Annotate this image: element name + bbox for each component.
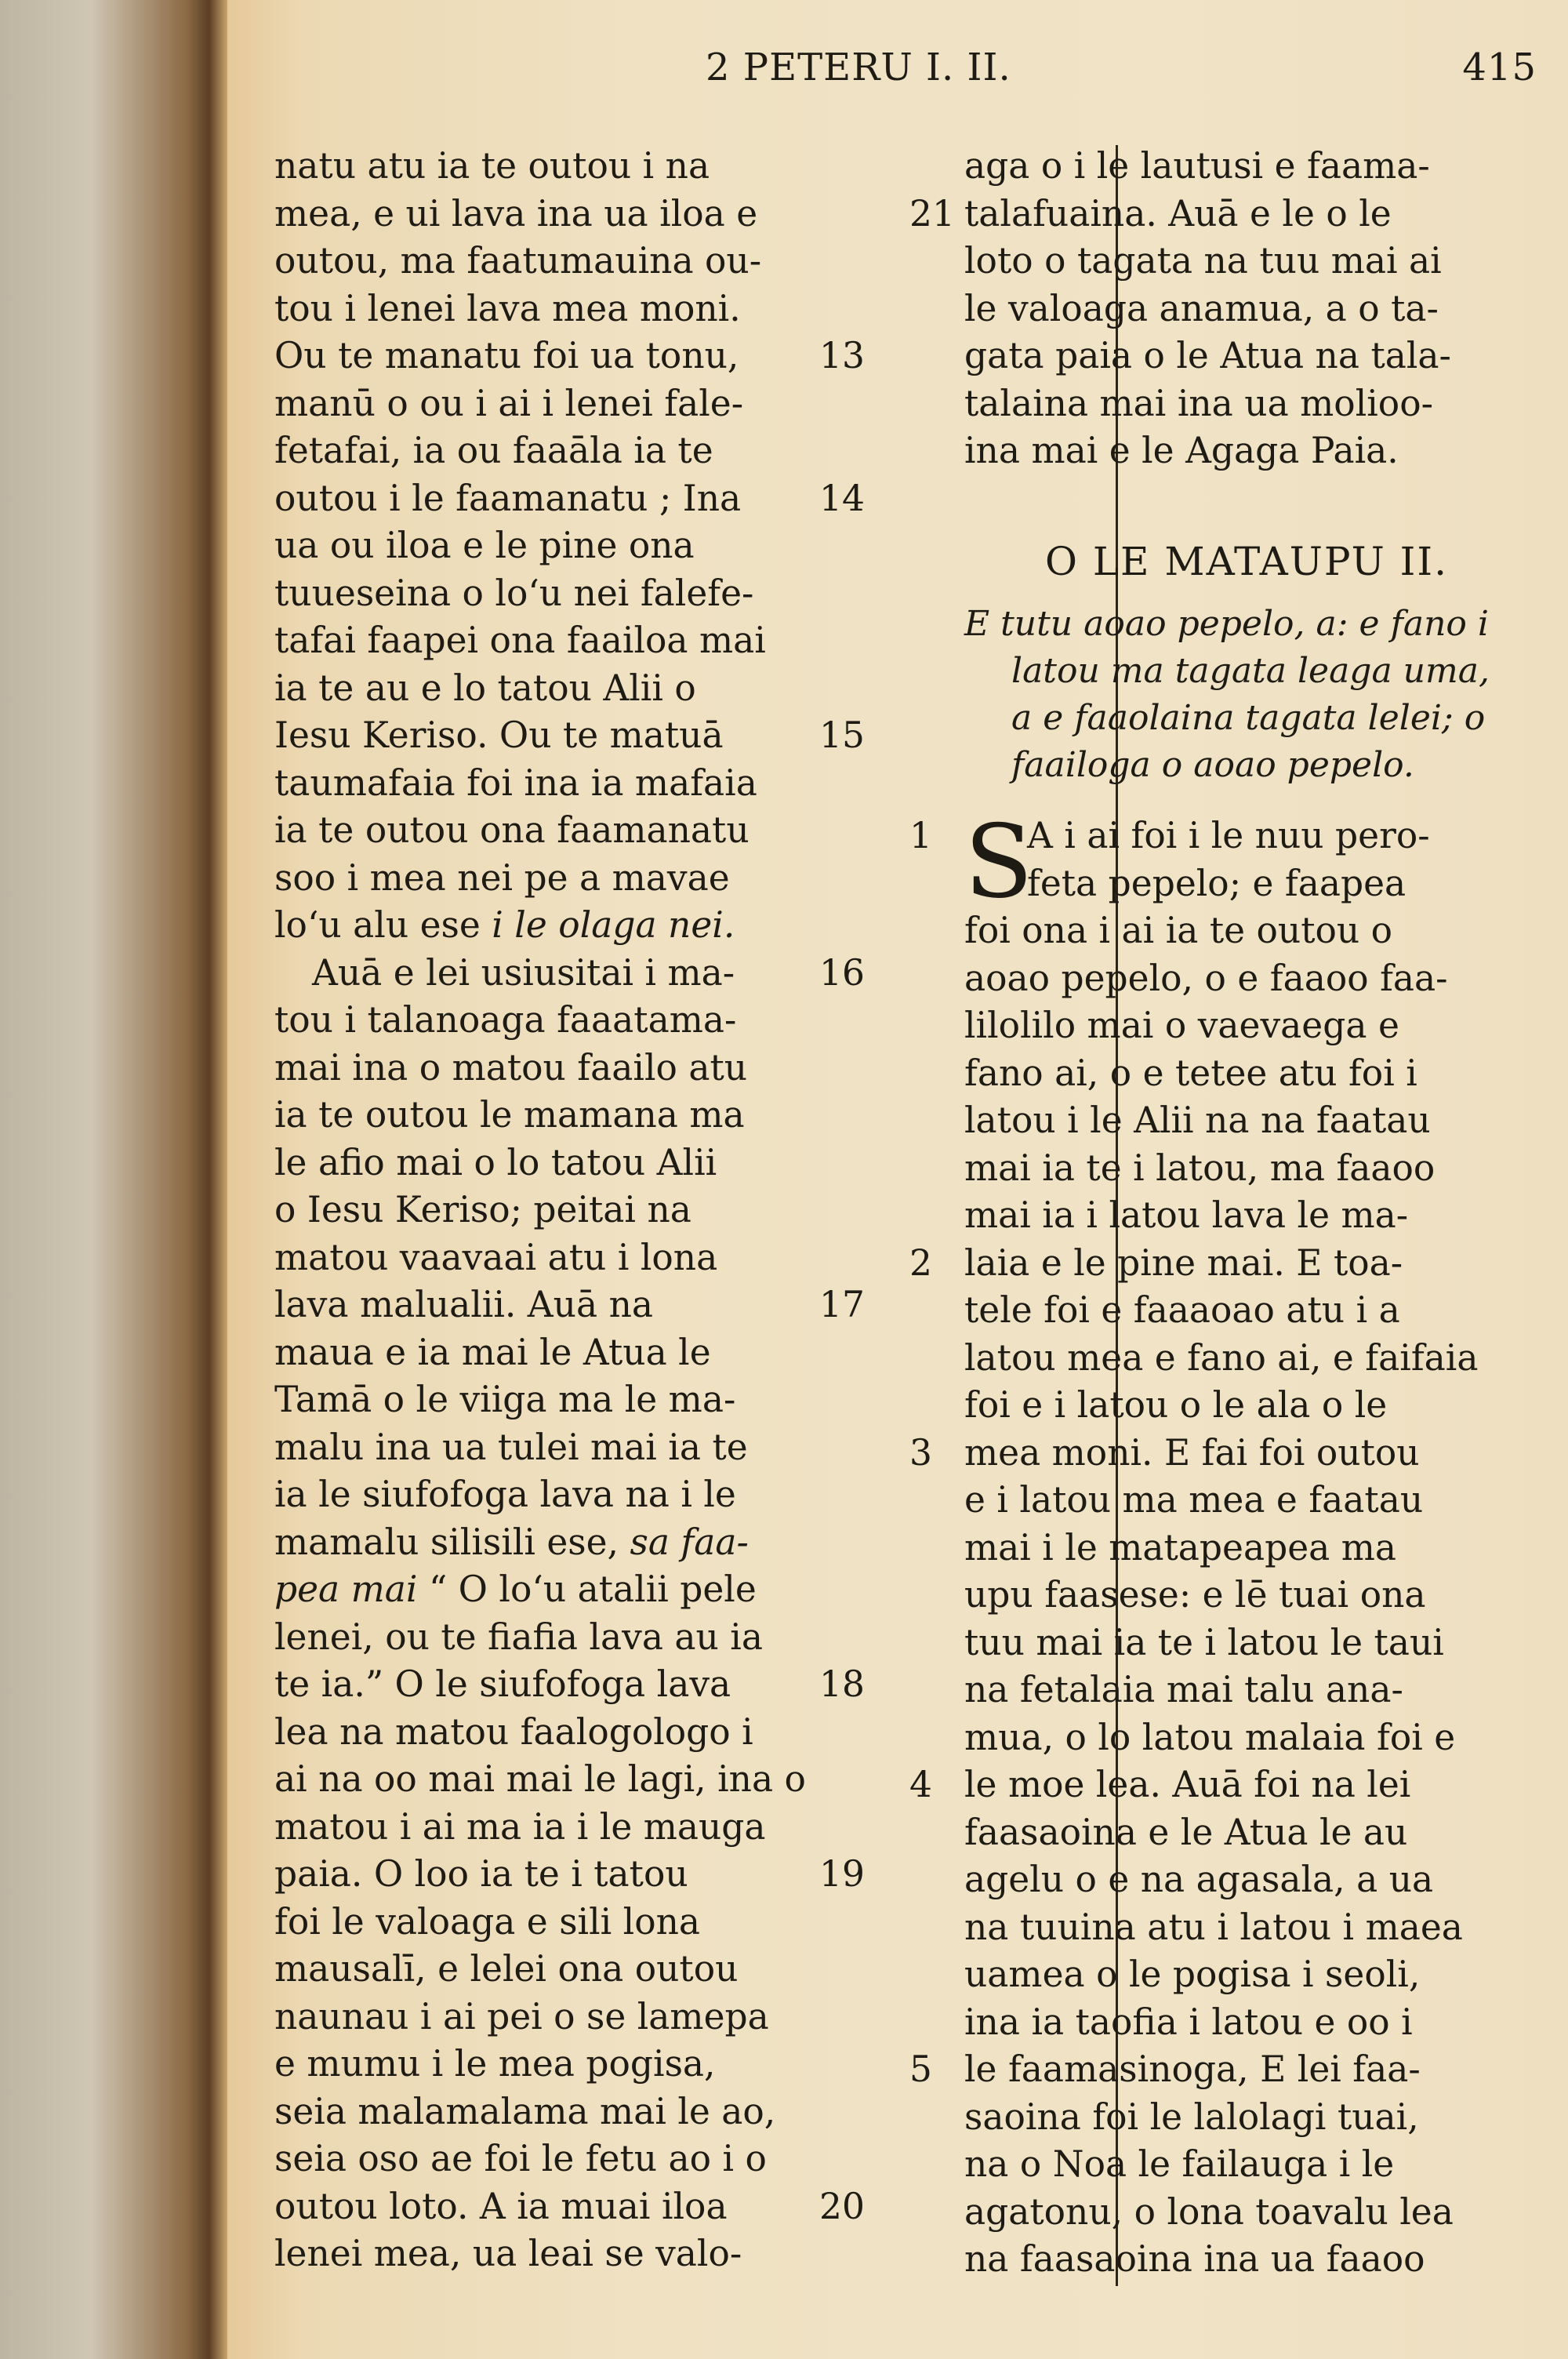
text-line bbox=[964, 1002, 1529, 1050]
verse-number: 1 bbox=[909, 815, 932, 856]
text-line bbox=[274, 1709, 855, 1757]
line-text: ia te outou ona faamanatu bbox=[274, 809, 750, 851]
line-text: lea na matou faalogologo i bbox=[274, 1710, 753, 1753]
line-text: feta pepelo; e faapea bbox=[1027, 862, 1406, 904]
line-text: ia te outou le mamana ma bbox=[274, 1094, 745, 1136]
line-text: uamea o le pogisa i seoli, bbox=[964, 1954, 1421, 1995]
line-text: outou loto. A ia muai iloa bbox=[274, 2185, 728, 2227]
text-line bbox=[964, 238, 1529, 285]
drop-cap: S bbox=[964, 804, 1033, 921]
line-text: latou mea e fano ai, e faifaia bbox=[964, 1336, 1479, 1379]
summary-line: latou ma tagata leaga uma, bbox=[1011, 651, 1490, 691]
line-text: manū o ou i ai i lenei fale- bbox=[274, 382, 744, 424]
text-line bbox=[274, 2183, 865, 2231]
line-text: ina mai e le Agaga Paia. bbox=[964, 430, 1399, 471]
line-text: aga o i le lautusi e faama- bbox=[964, 145, 1430, 187]
line-text: talafuaina. Auā e le o le bbox=[964, 192, 1392, 234]
line-text: mamalu silisili ese, bbox=[274, 1521, 619, 1563]
line-text: tou i talanoaga faaatama- bbox=[274, 999, 737, 1041]
text-line bbox=[274, 1851, 865, 1899]
line-text: lava malualii. Auā na bbox=[274, 1284, 653, 1325]
text-line bbox=[274, 1946, 855, 1994]
line-text: tele foi e faaaoao atu i a bbox=[964, 1289, 1400, 1331]
text-line bbox=[274, 2041, 855, 2088]
text-line bbox=[274, 427, 855, 475]
text-line bbox=[964, 1192, 1529, 1240]
line-text: e i latou ma mea e faatau bbox=[964, 1479, 1424, 1521]
text-line bbox=[964, 1050, 1529, 1098]
line-text: na faasaoina ina ua faaoo bbox=[964, 2238, 1425, 2280]
book-page bbox=[227, 0, 1568, 2359]
verse-number: 20 bbox=[819, 2185, 865, 2227]
line-text: o Iesu Keriso; peitai na bbox=[274, 1189, 691, 1230]
text-line bbox=[274, 285, 855, 333]
line-text: mea moni. E fai foi outou bbox=[964, 1431, 1420, 1474]
summary-line: a e faaolaina tagata lelei; o bbox=[1011, 698, 1486, 738]
verse-number: 18 bbox=[819, 1663, 865, 1705]
line-text: upu faasese: e lē tuai ona bbox=[964, 1574, 1426, 1616]
line-text: “ O lo‘u atalii pele bbox=[428, 1568, 757, 1610]
text-line bbox=[274, 760, 855, 808]
text-line bbox=[274, 1092, 855, 1140]
line-text: na o Noa le failauga i le bbox=[964, 2143, 1395, 2185]
text-line bbox=[909, 2046, 1529, 2094]
line-text: fano ai, o e tetee atu foi i bbox=[964, 1052, 1417, 1094]
text-line bbox=[964, 1335, 1529, 1383]
line-text: tuueseina o lo‘u nei falefe- bbox=[274, 572, 754, 614]
text-line bbox=[274, 1899, 855, 1946]
text-line bbox=[964, 333, 1529, 380]
line-text: le valoaga anamua, a o ta- bbox=[964, 287, 1439, 329]
verse-number: 13 bbox=[819, 335, 865, 376]
right-column bbox=[909, 143, 1529, 2284]
summary-line: faailoga o aoao pepelo. bbox=[1011, 745, 1414, 785]
text-line bbox=[274, 665, 855, 713]
line-text: mausalī, e lelei ona outou bbox=[274, 1948, 739, 1990]
text-line bbox=[964, 380, 1529, 428]
verse-number: 16 bbox=[819, 951, 865, 994]
line-text: tafai faapei ona faailoa mai bbox=[274, 620, 766, 661]
line-text: outou, ma faatumauina ou- bbox=[274, 240, 762, 282]
verse-number: 15 bbox=[819, 714, 865, 756]
text-line bbox=[964, 1097, 1529, 1145]
line-text: maua e ia mai le Atua le bbox=[274, 1331, 711, 1373]
text-line bbox=[274, 380, 855, 428]
text-line bbox=[274, 1471, 855, 1519]
line-text: mai i le matapeapea ma bbox=[964, 1526, 1397, 1568]
text-line bbox=[964, 2236, 1529, 2284]
line-text: A i ai foi i le nuu pero- bbox=[1027, 815, 1430, 856]
line-text: ai na oo mai mai le lagi, ina o bbox=[274, 1758, 806, 1800]
text-line bbox=[274, 2088, 855, 2136]
text-line bbox=[274, 1140, 855, 1187]
text-line bbox=[964, 1619, 1529, 1667]
line-text: naunau i ai pei o se lamepa bbox=[274, 1995, 769, 2037]
text-line bbox=[964, 1999, 1529, 2047]
line-text: seia malamalama mai le ao, bbox=[274, 2090, 776, 2132]
text-line bbox=[274, 238, 855, 285]
text-line bbox=[909, 1240, 1529, 1288]
line-text: Iesu Keriso. Ou te matuā bbox=[274, 714, 724, 756]
line-text: mua, o lo latou malaia foi e bbox=[964, 1716, 1456, 1758]
line-text: ia le siufofoga lava na i le bbox=[274, 1474, 736, 1515]
line-text: lilolilo mai o vaevaega e bbox=[964, 1005, 1399, 1046]
line-text: lenei, ou te fiafia lava au ia bbox=[274, 1616, 763, 1658]
line-text: matou i ai ma ia i le mauga bbox=[274, 1805, 766, 1848]
text-line bbox=[964, 955, 1529, 1003]
italic-text: i le olaga nei. bbox=[492, 904, 735, 946]
line-text: malu ina ua tulei mai ia te bbox=[274, 1426, 748, 1468]
running-title: 2 PETERU I. II. bbox=[706, 45, 1011, 89]
text-line bbox=[964, 285, 1529, 333]
line-text: foi ona i ai ia te outou o bbox=[964, 910, 1393, 951]
verse-number: 4 bbox=[909, 1764, 932, 1805]
line-text: ua ou iloa e le pine ona bbox=[274, 525, 695, 566]
line-text: te ia.” O le siufofoga lava bbox=[274, 1663, 731, 1705]
text-line bbox=[274, 570, 855, 618]
line-text: na tuuina atu i latou i maea bbox=[964, 1906, 1463, 1948]
chapter-heading: O LE MATAUPU II. bbox=[1044, 539, 1449, 584]
text-line bbox=[274, 1519, 855, 1567]
line-text: foi e i latou o le ala o le bbox=[964, 1384, 1388, 1426]
page-header bbox=[227, 45, 1568, 100]
line-text: gata paia o le Atua na tala- bbox=[964, 335, 1451, 376]
text-line bbox=[274, 1187, 855, 1234]
verse-number: 19 bbox=[819, 1853, 865, 1895]
book-gutter bbox=[0, 0, 227, 2359]
line-text: lenei mea, ua leai se valo- bbox=[274, 2233, 742, 2274]
line-text: na fetalaia mai talu ana- bbox=[964, 1669, 1403, 1710]
line-text: Auā e lei usiusitai i ma- bbox=[312, 951, 735, 994]
line-text: tuu mai ia te i latou le taui bbox=[964, 1621, 1444, 1663]
line-text: e mumu i le mea pogisa, bbox=[274, 2043, 716, 2085]
chapter-summary bbox=[964, 601, 1529, 789]
line-text: saoina foi le lalolagi tuai, bbox=[964, 2095, 1419, 2138]
line-text: ia te au e lo tatou Alii o bbox=[274, 667, 696, 709]
line-text: loto o tagata na tuu mai ai bbox=[964, 240, 1442, 282]
line-text: Tamā o le viiga ma le ma- bbox=[274, 1379, 736, 1420]
text-line bbox=[964, 1525, 1529, 1572]
text-line bbox=[964, 1477, 1529, 1525]
verse-number: 21 bbox=[909, 192, 955, 234]
italic-text: sa faa- bbox=[630, 1521, 749, 1563]
text-line bbox=[274, 617, 855, 665]
text-line bbox=[274, 1045, 855, 1092]
text-line bbox=[274, 1994, 855, 2041]
line-text: paia. O loo ia te i tatou bbox=[274, 1853, 688, 1895]
text-line bbox=[964, 1904, 1529, 1952]
text-line bbox=[274, 807, 855, 855]
verse-number: 14 bbox=[819, 477, 865, 519]
text-line bbox=[964, 143, 1529, 191]
line-text: faasaoina e le Atua le au bbox=[964, 1811, 1408, 1853]
text-line bbox=[274, 1234, 855, 1282]
text-line bbox=[274, 333, 865, 380]
line-text: soo i mea nei pe a mavae bbox=[274, 856, 730, 899]
text-line bbox=[274, 1376, 855, 1424]
text-line bbox=[274, 902, 855, 950]
text-line bbox=[909, 191, 1529, 238]
line-text: outou i le faamanatu ; Ina bbox=[274, 477, 742, 519]
line-text: mai ia i latou lava le ma- bbox=[964, 1194, 1409, 1236]
line-text: natu atu ia te outou i na bbox=[274, 145, 710, 187]
text-line bbox=[964, 427, 1529, 475]
line-text: matou vaavaai atu i lona bbox=[274, 1236, 718, 1278]
text-line bbox=[964, 1809, 1529, 1857]
line-text: talaina mai ina ua molioo- bbox=[964, 382, 1433, 424]
text-line bbox=[274, 712, 865, 760]
text-line bbox=[964, 1667, 1529, 1714]
line-text: laia e le pine mai. E toa- bbox=[964, 1241, 1403, 1284]
text-line bbox=[274, 475, 865, 523]
text-line bbox=[274, 191, 855, 238]
text-line bbox=[274, 1661, 865, 1709]
text-line bbox=[909, 1761, 1529, 1809]
italic-text: pea mai bbox=[274, 1568, 418, 1610]
text-line bbox=[274, 2135, 855, 2183]
verse-number: 2 bbox=[909, 1241, 932, 1284]
line-text: mai ina o matou faailo atu bbox=[274, 1046, 748, 1089]
verse-number: 17 bbox=[819, 1284, 865, 1325]
line-text: aoao pepelo, o e faaoo faa- bbox=[964, 957, 1448, 999]
verse-number: 5 bbox=[909, 2048, 932, 2090]
text-line bbox=[964, 2141, 1529, 2189]
line-text: latou i le Alii na na faatau bbox=[964, 1100, 1431, 1141]
text-line bbox=[964, 1287, 1529, 1335]
text-line bbox=[274, 143, 855, 191]
text-line bbox=[909, 812, 1529, 860]
line-text: le faamasinoga, E lei faa- bbox=[964, 2048, 1421, 2090]
line-text: ina ia taofia i latou e oo i bbox=[964, 2001, 1413, 2043]
line-text: tou i lenei lava mea moni. bbox=[274, 287, 741, 329]
line-text: foi le valoaga e sili lona bbox=[274, 1900, 701, 1943]
line-text: agelu o e na agasala, a ua bbox=[964, 1859, 1434, 1900]
page-number: 415 bbox=[1462, 45, 1537, 89]
line-text: seia oso ae foi le fetu ao i o bbox=[274, 2138, 767, 2179]
line-text: fetafai, ia ou faaāla ia te bbox=[274, 430, 713, 471]
line-text: Ou te manatu foi ua tonu, bbox=[274, 335, 739, 376]
text-line bbox=[274, 997, 855, 1045]
text-line bbox=[274, 855, 855, 903]
text-line bbox=[964, 1572, 1529, 1619]
text-line bbox=[964, 1145, 1529, 1193]
facing-page-blur bbox=[16, 0, 204, 2359]
text-line bbox=[274, 1614, 855, 1662]
line-text: agatonu, o lona toavalu lea bbox=[964, 2190, 1454, 2233]
text-line bbox=[964, 860, 1529, 908]
text-line bbox=[274, 1756, 855, 1804]
text-line bbox=[964, 2094, 1529, 2142]
text-line bbox=[964, 1382, 1529, 1430]
text-line bbox=[964, 1856, 1529, 1904]
text-line bbox=[964, 2189, 1529, 2237]
text-line bbox=[274, 1804, 855, 1852]
text-line bbox=[274, 1566, 855, 1614]
line-text: taumafaia foi ina ia mafaia bbox=[274, 761, 757, 804]
line-text: mea, e ui lava ina ua iloa e bbox=[274, 192, 758, 234]
left-column bbox=[274, 143, 865, 2278]
text-line bbox=[964, 1714, 1529, 1762]
text-line bbox=[274, 2230, 855, 2278]
line-text: le afio mai o lo tatou Alii bbox=[274, 1141, 717, 1183]
text-line bbox=[964, 1951, 1529, 1999]
verse-number: 3 bbox=[909, 1431, 932, 1474]
line-text: le moe lea. Auā foi na lei bbox=[964, 1764, 1411, 1805]
summary-line: E tutu aoao pepelo, a: e fano i bbox=[964, 604, 1489, 644]
text-line bbox=[909, 1430, 1529, 1478]
text-line bbox=[274, 1281, 865, 1329]
text-line bbox=[274, 1424, 855, 1472]
text-line bbox=[274, 1329, 855, 1377]
line-text: lo‘u alu ese bbox=[274, 904, 481, 946]
text-line bbox=[274, 950, 865, 998]
text-line bbox=[964, 907, 1529, 955]
text-line bbox=[274, 522, 855, 570]
line-text: mai ia te i latou, ma faaoo bbox=[964, 1147, 1436, 1189]
